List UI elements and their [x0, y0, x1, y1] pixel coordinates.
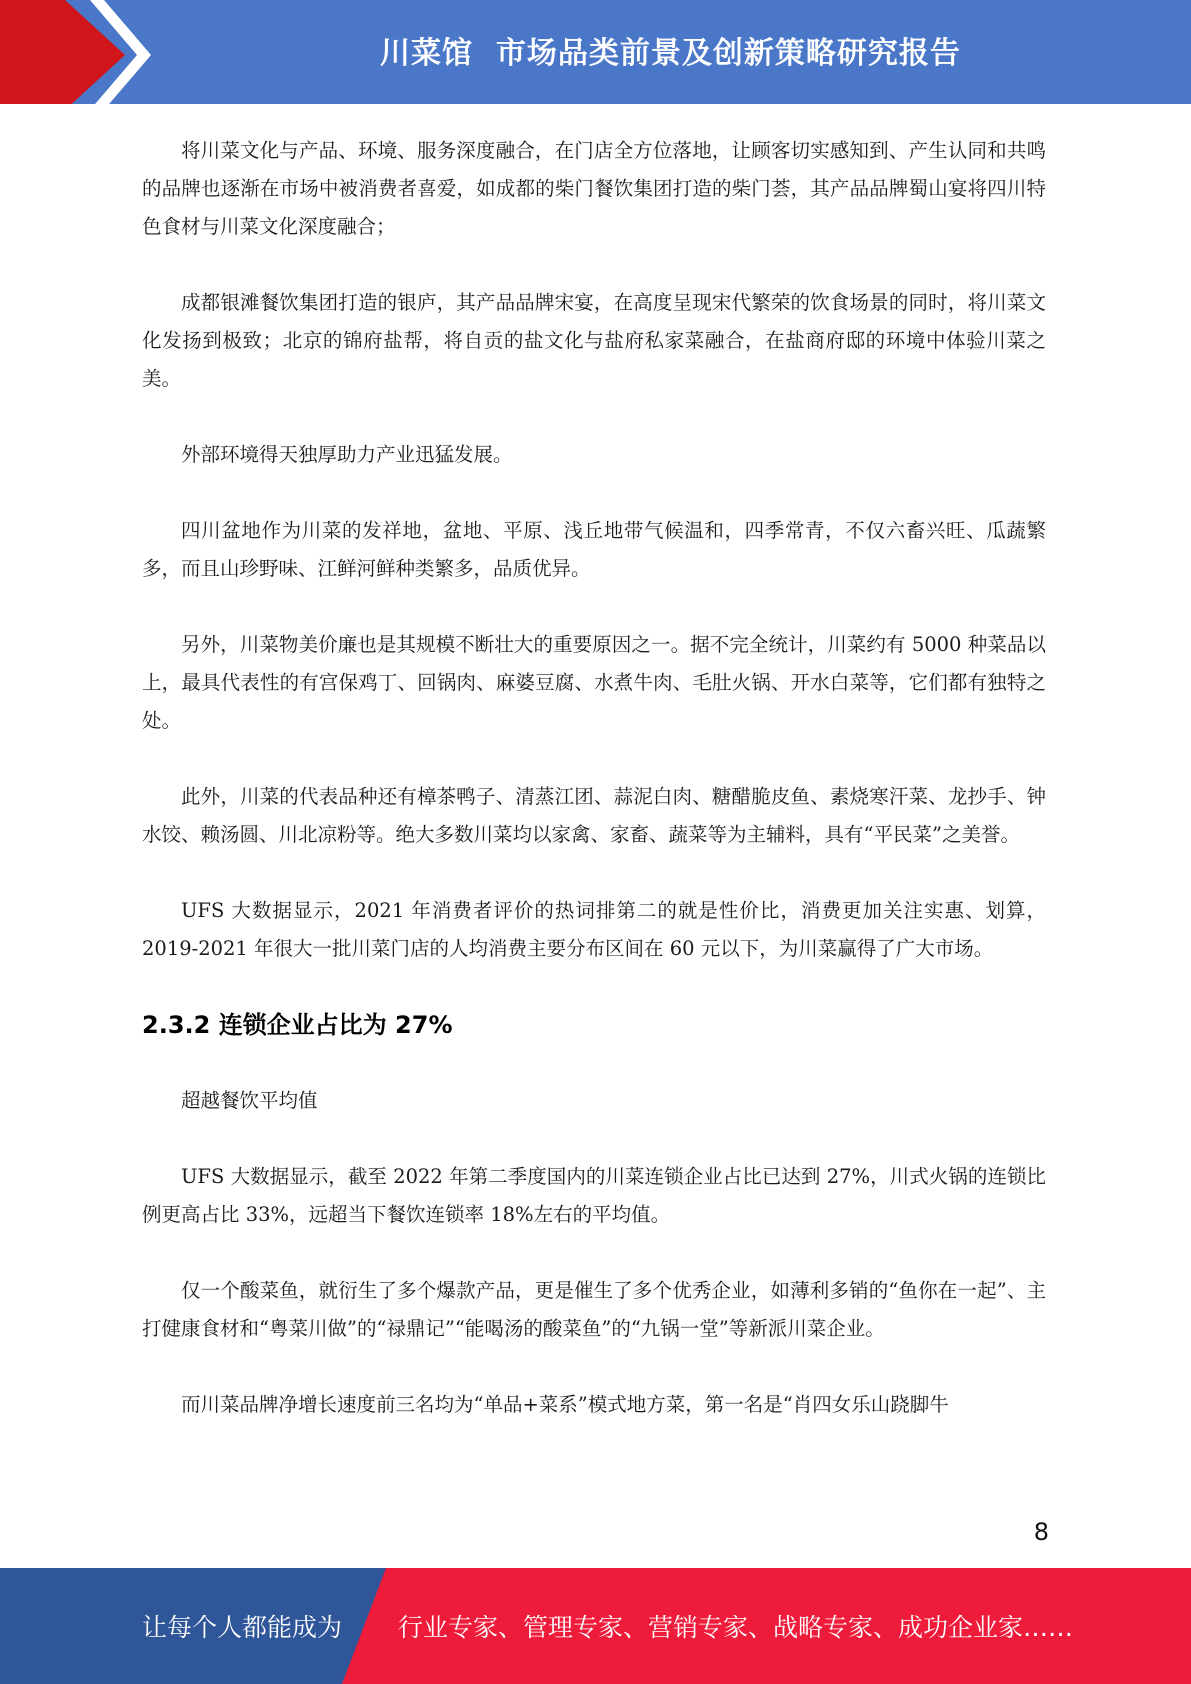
- paragraph: 四川盆地作为川菜的发祥地，盆地、平原、浅丘地带气候温和，四季常青，不仅六畜兴旺、瓜蔬繁多，而且山珍野味、江鲜河鲜种类繁多，品质优异。: [142, 519, 1046, 580]
- page-title: 川菜馆 市场品类前景及创新策略研究报告: [380, 36, 961, 71]
- report-content: [142, 132, 1046, 1462]
- section-heading: 2.3.2 连锁企业占比为 27%: [142, 1011, 453, 1039]
- paragraph: 外部环境得天独厚助力产业迅猛发展。: [181, 443, 513, 466]
- paragraph: 将川菜文化与产品、环境、服务深度融合，在门店全方位落地，让顾客切实感知到、产生认同和共鸣的品牌也逐渐在市场中被消费者喜爱，如成都的柴门餐饮集团打造的柴门荟，其产品品牌蜀山宴将四川特色食材与川菜文化深度融合；: [142, 139, 1046, 238]
- paragraph: 超越餐饮平均值: [181, 1089, 318, 1112]
- paragraph: 而川菜品牌净增长速度前三名均为“单品+菜系”模式地方菜，第一名是“肖四女乐山跷脚牛: [181, 1393, 949, 1416]
- page-number: 8: [1033, 1518, 1049, 1546]
- paragraph: 仅一个酸菜鱼，就衍生了多个爆款产品，更是催生了多个优秀企业，如薄利多销的“鱼你在一起”、主打健康食材和“粤菜川做”的“禄鼎记”“能喝汤的酸菜鱼”的“九锅一堂”等新派川菜企业。: [142, 1279, 1046, 1340]
- paragraph: 成都银滩餐饮集团打造的银庐，其产品品牌宋宴，在高度呈现宋代繁荣的饮食场景的同时，将川菜文化发扬到极致；北京的锦府盐帮，将自贡的盐文化与盐府私家菜融合，在盐商府邸的环境中体验川菜之美。: [142, 291, 1046, 390]
- paragraph: 另外，川菜物美价廉也是其规模不断壮大的重要原因之一。据不完全统计，川菜约有 5000 种菜品以上，最具代表性的有宫保鸡丁、回锅肉、麻婆豆腐、水煮牛肉、毛肚火锅、开水白菜等，它们都有独特之处。: [142, 633, 1046, 732]
- paragraph: 此外，川菜的代表品种还有樟茶鸭子、清蒸江团、蒜泥白肉、糖醋脆皮鱼、素烧寒汗菜、龙抄手、钟水饺、赖汤圆、川北凉粉等。绝大多数川菜均以家禽、家畜、蔬菜等为主辅料，具有“平民菜”之美誉。: [142, 785, 1046, 846]
- paragraph: UFS 大数据显示，截至 2022 年第二季度国内的川菜连锁企业占比已达到 27%，川式火锅的连锁比例更高占比 33%，远超当下餐饮连锁率 18%左右的平均值。: [142, 1165, 1046, 1226]
- page-footer: [0, 1568, 1191, 1684]
- paragraph: UFS 大数据显示，2021 年消费者评价的热词排第二的就是性价比，消费更加关注实惠、划算，2019-2021 年很大一批川菜门店的人均消费主要分布区间在 60 元以下，为川菜赢得了广大市场。: [142, 899, 1046, 960]
- footer-slogan-left: 让每个人都能成为: [142, 1613, 343, 1642]
- page-header: [0, 0, 1191, 110]
- footer-slogan-right: 行业专家、管理专家、营销专家、战略专家、成功企业家……: [398, 1613, 1074, 1642]
- header-bottom-edge: [0, 104, 1191, 110]
